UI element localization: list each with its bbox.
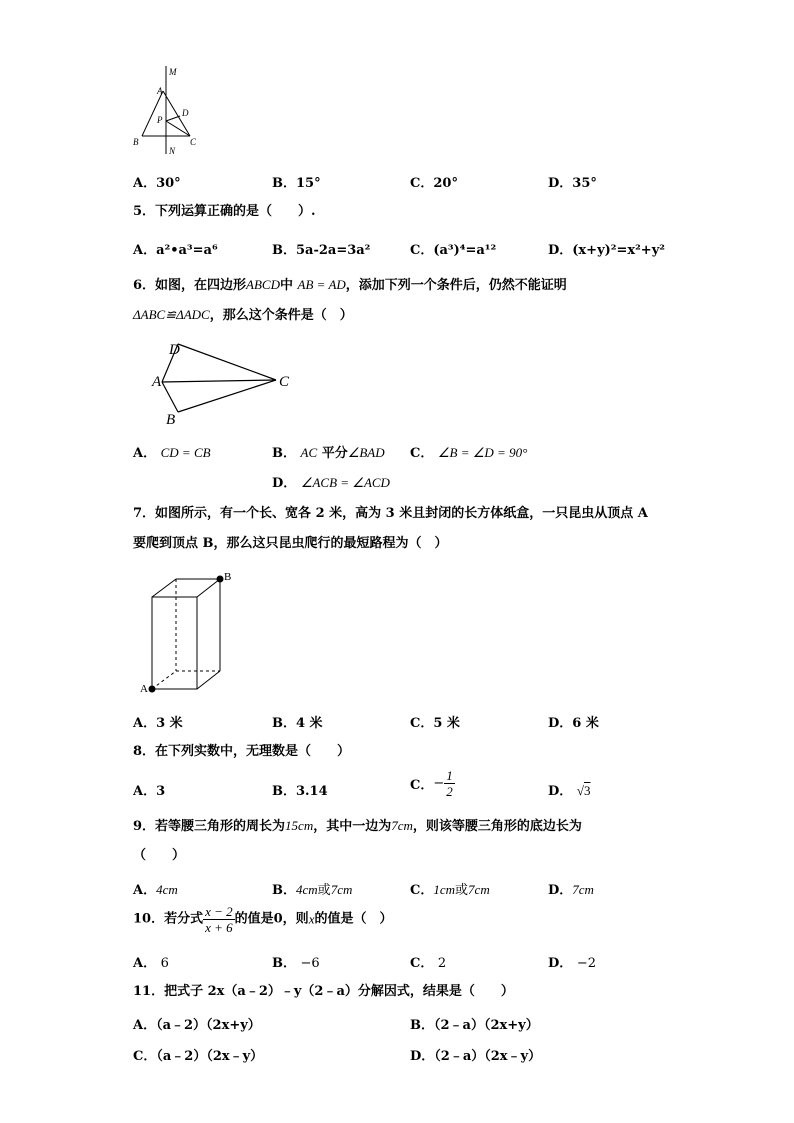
q9-stem-line1	[133, 817, 582, 836]
q9-option-a-label: A．	[133, 883, 157, 898]
q11-option-a[interactable]: A．（a﹣2）（2x+y）	[133, 1018, 261, 1033]
figure-q6-quadrilateral	[150, 336, 300, 428]
q4-option-a[interactable]: A．30°	[133, 176, 181, 191]
q10-option-b-label: B．	[272, 956, 296, 971]
q9-part2: ，其中一边为	[313, 819, 392, 834]
label-C: C	[279, 374, 290, 390]
q4-option-c[interactable]: C．20°	[410, 176, 458, 191]
q9-option-b-or: 或	[317, 883, 331, 898]
label-B: B	[133, 137, 139, 147]
q8-option-d[interactable]	[548, 780, 590, 799]
label-B: B	[166, 412, 176, 428]
label-B: B	[224, 571, 232, 583]
q9-option-a-math: 4cm	[156, 882, 178, 897]
q10-stem	[133, 904, 392, 935]
q10-part2: 的值是0，则	[234, 911, 309, 927]
q10-option-d-label: D．	[548, 956, 573, 971]
q9-option-d[interactable]	[548, 879, 594, 898]
q6-option-a-math: CD = CB	[160, 445, 211, 460]
q6-option-a[interactable]	[133, 442, 211, 461]
vertex-a-dot	[149, 686, 156, 693]
label-A: A	[140, 683, 148, 695]
label-A: A	[157, 86, 163, 96]
label-D: D	[169, 342, 180, 358]
q7-option-d[interactable]: D．6 米	[548, 716, 599, 731]
label-C: C	[190, 137, 197, 147]
q6-option-c-label: C．	[410, 446, 434, 461]
minus-sign: −	[433, 776, 445, 791]
label-N: N	[169, 146, 176, 156]
q10-denominator: x + 6	[205, 920, 233, 935]
q6-stem-line2	[133, 306, 353, 325]
q10-option-c[interactable]	[410, 952, 446, 971]
q10-numerator: x − 2	[205, 904, 233, 919]
q10-part1: 10．若分式	[133, 911, 204, 927]
q9-option-c-math2: 7cm	[468, 882, 490, 897]
q8-option-c-label: C．	[410, 778, 434, 793]
q9-option-c-or: 或	[455, 883, 469, 898]
q11-option-b[interactable]: B．（2﹣a）（2x+y）	[410, 1018, 539, 1033]
q11-stem: 11．把式子 2x（a﹣2）﹣y（2﹣a）分解因式，结果是（ ）	[133, 984, 514, 999]
q7-stem-line2: 要爬到顶点 B，那么这只昆虫爬行的最短路程为（ ）	[133, 536, 448, 551]
vertex-b-dot	[217, 576, 224, 583]
q9-side: 7cm	[391, 818, 413, 833]
sqrt-sign: √	[576, 783, 584, 798]
q5-stem: 5．下列运算正确的是（ ）.	[133, 204, 316, 219]
label-M: M	[169, 67, 177, 77]
q10-option-d-value: −2	[576, 956, 596, 971]
figure-q4-triangle	[128, 64, 208, 156]
q7-stem-line1: 7．如图所示，有一个长、宽各 2 米，高为 3 米且封闭的长方体纸盒，一只昆虫从顶点 A	[133, 506, 648, 521]
q9-part1: 9．若等腰三角形的周长为	[133, 819, 286, 834]
q7-option-a[interactable]: A．3 米	[133, 716, 183, 731]
q10-option-c-value: 2	[437, 956, 447, 971]
q6-option-c-math: ∠B = ∠D = 90°	[437, 445, 528, 460]
q6-option-b-math1: AC	[300, 445, 318, 460]
q10-option-a-label: A．	[133, 956, 157, 971]
q11-option-d[interactable]: D．（2﹣a）（2x﹣y）	[410, 1049, 542, 1064]
q8-option-d-label: D．	[548, 784, 573, 799]
q10-option-b[interactable]	[272, 952, 320, 971]
q10-part3: 的值是（ ）	[314, 911, 393, 927]
q5-option-b[interactable]: B．5a-2a=3a²	[272, 243, 371, 258]
q10-option-c-label: C．	[410, 956, 434, 971]
q6-stem-part1: 6．如图，在四边形	[133, 278, 247, 293]
q5-option-a[interactable]: A．a²•a³=a⁶	[133, 243, 218, 258]
q6-option-a-label: A．	[133, 446, 157, 461]
q6-congruence: ΔABC≌ΔADC	[133, 307, 210, 322]
q5-option-c[interactable]: C．(a³)⁴=a¹²	[410, 243, 497, 258]
q8-option-c[interactable]	[410, 768, 455, 799]
q9-option-c-label: C．	[410, 883, 434, 898]
q6-option-d-math: ∠ACB = ∠ACD	[300, 475, 390, 490]
fraction-half	[444, 768, 455, 799]
q8-stem: 8．在下列实数中，无理数是（ ）	[133, 744, 351, 759]
q6-option-b[interactable]	[272, 442, 385, 461]
figure-q7-cuboid	[138, 568, 238, 698]
q4-option-d[interactable]: D．35°	[548, 176, 597, 191]
q4-option-b[interactable]: B．15°	[272, 176, 321, 191]
q9-option-c[interactable]	[410, 879, 490, 898]
q10-option-d[interactable]	[548, 952, 596, 971]
q6-stem-line1	[133, 276, 567, 295]
label-P: P	[157, 115, 163, 125]
q6-stem-rest: ，添加下列一个条件后，仍然不能证明	[345, 278, 567, 293]
label-D: D	[182, 108, 189, 118]
q9-option-a[interactable]	[133, 879, 178, 898]
q6-option-d-label: D．	[272, 476, 297, 491]
q9-perimeter: 15cm	[285, 818, 314, 833]
q10-fraction	[203, 904, 235, 935]
q6-option-b-text: 平分	[321, 446, 348, 461]
q9-option-b-math2: 7cm	[330, 882, 353, 897]
q9-option-b[interactable]	[272, 879, 352, 898]
q6-option-b-label: B．	[272, 446, 296, 461]
q6-option-b-math2: ∠BAD	[347, 445, 385, 460]
q9-part3: ，则该等腰三角形的底边长为	[412, 819, 582, 834]
q9-stem-line2: （ ）	[133, 848, 186, 863]
q7-option-c[interactable]: C．5 米	[410, 716, 460, 731]
radicand: 3	[583, 783, 591, 798]
q9-option-c-math1: 1cm	[433, 882, 456, 897]
q6-stem-tail: ，那么这个条件是（ ）	[209, 308, 353, 323]
q6-quad: ABCD	[246, 277, 280, 292]
q11-option-c[interactable]: C．（a﹣2）（2x﹣y）	[133, 1049, 264, 1064]
q8-option-b[interactable]: B．3.14	[272, 784, 328, 799]
q10-option-a[interactable]	[133, 952, 169, 971]
q9-option-b-label: B．	[272, 883, 296, 898]
numerator: 1	[446, 768, 453, 783]
q9-option-d-math: 7cm	[572, 882, 594, 897]
q7-option-b[interactable]: B．4 米	[272, 716, 323, 731]
denominator: 2	[446, 784, 453, 799]
q6-option-c[interactable]	[410, 442, 527, 461]
q6-option-d[interactable]	[272, 472, 390, 491]
q5-option-d[interactable]: D．(x+y)²=x²+y²	[548, 243, 665, 258]
q6-eq: AB = AD	[297, 277, 346, 292]
q6-stem-mid: 中	[280, 278, 294, 293]
q10-option-a-value: 6	[160, 956, 169, 971]
label-A: A	[152, 374, 162, 390]
q9-option-b-math1: 4cm	[296, 882, 318, 897]
q10-option-b-value: −6	[300, 956, 320, 971]
q9-option-d-label: D．	[548, 883, 573, 898]
q10-variable: x	[308, 911, 315, 927]
q8-option-a[interactable]: A．3	[133, 784, 166, 799]
